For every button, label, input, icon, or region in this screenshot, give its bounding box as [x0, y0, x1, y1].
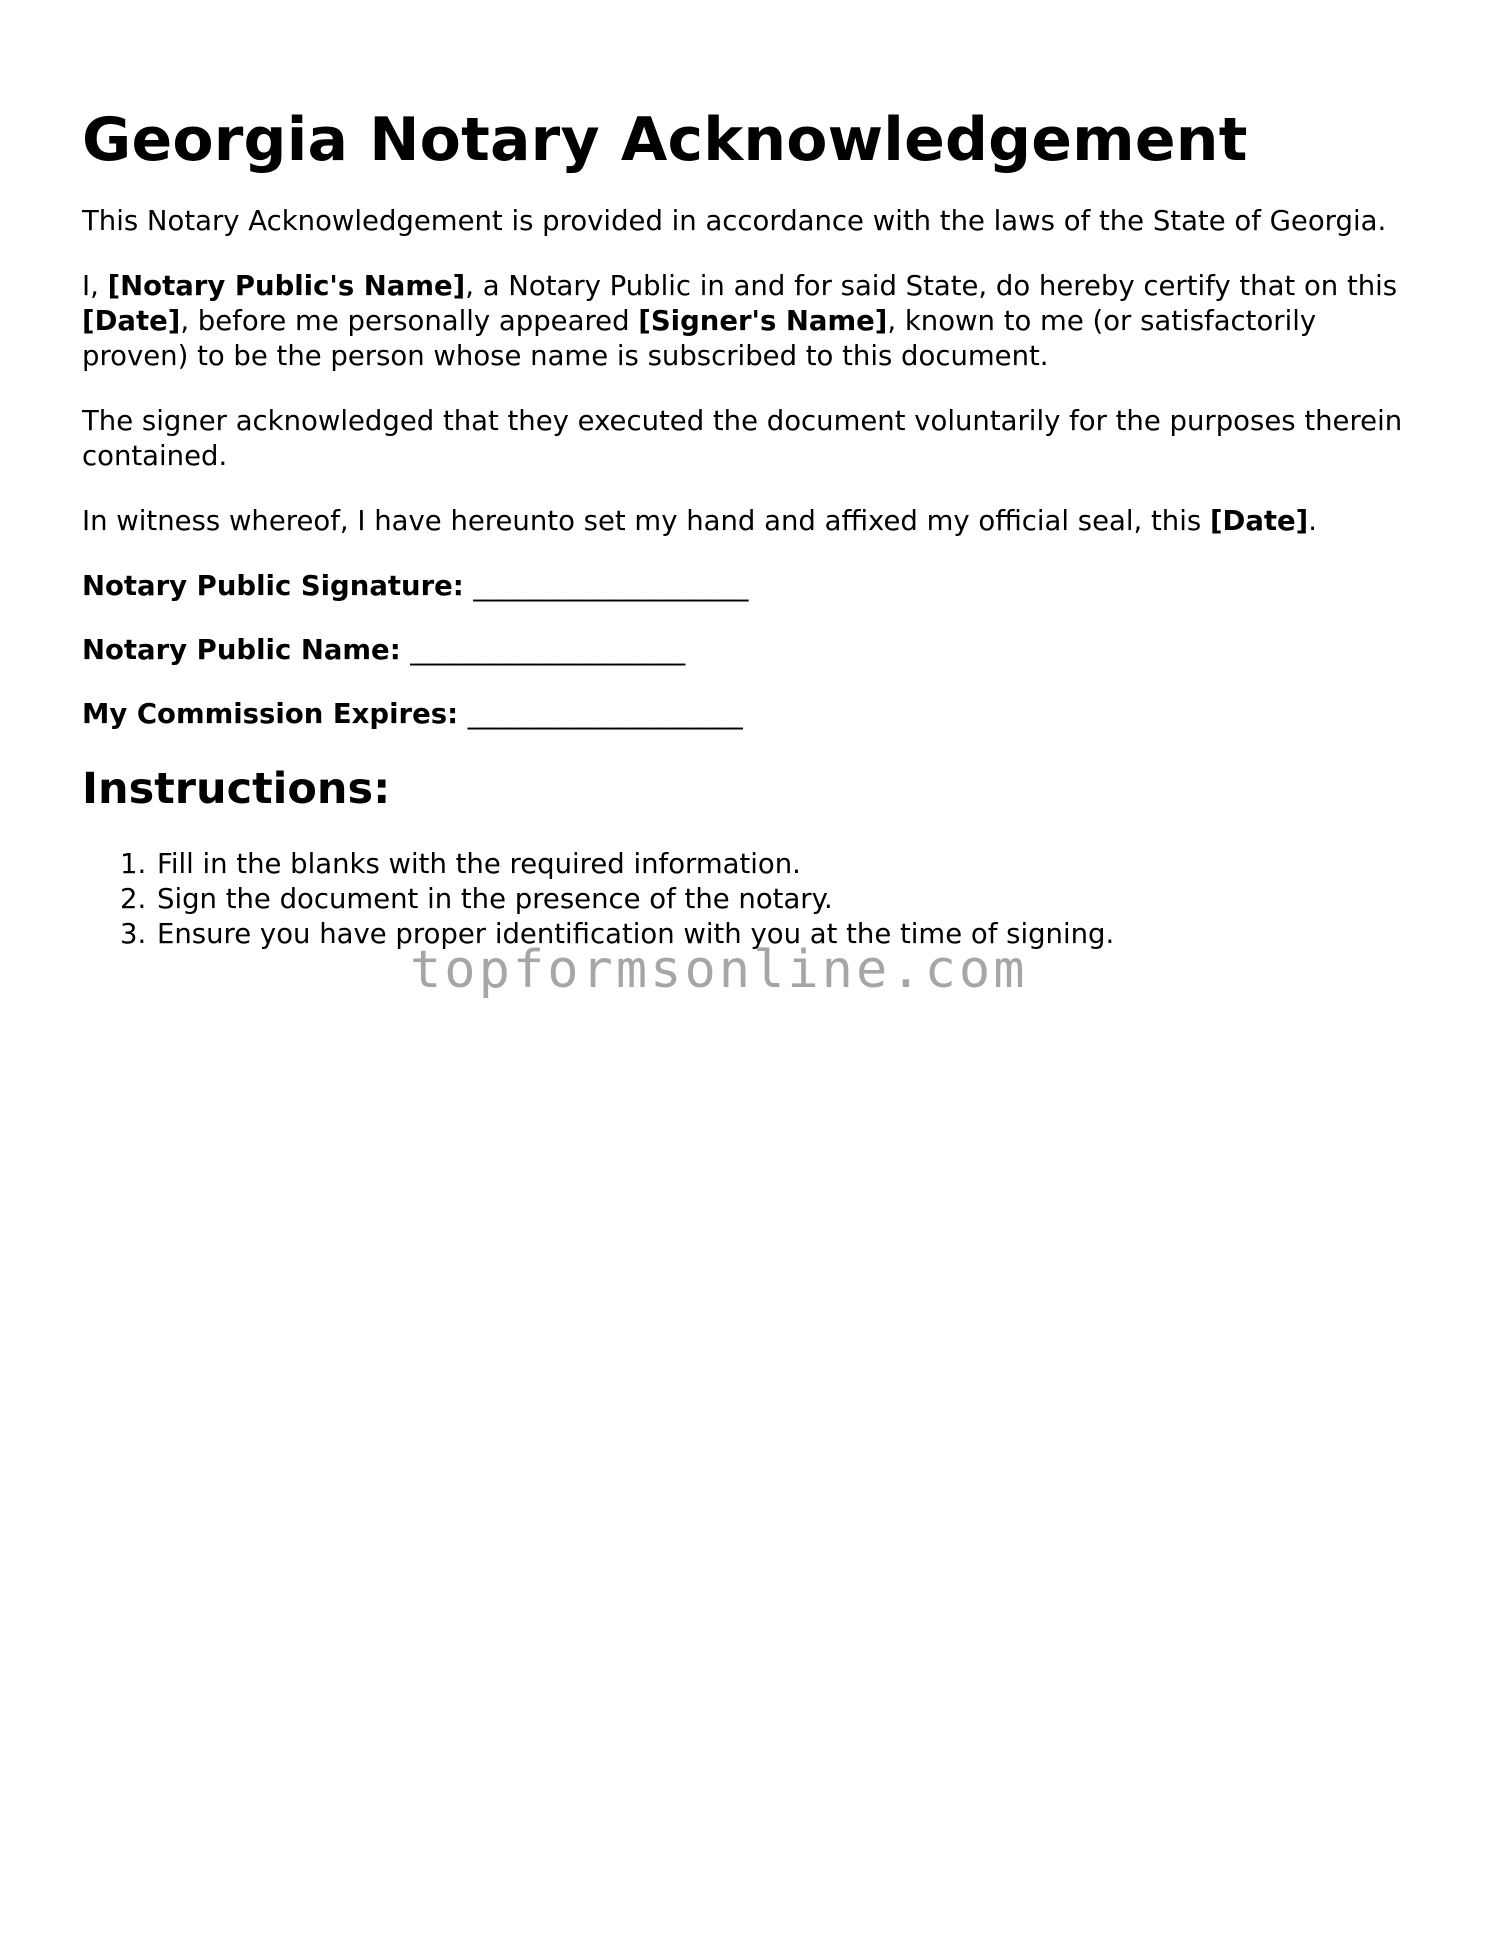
witness-text-1: In witness whereof, I have hereunto set my hand and affixed my official seal, this — [82, 505, 1210, 537]
witness-date-placeholder: [Date] — [1209, 505, 1309, 537]
instructions-heading: Instructions: — [82, 764, 391, 814]
signer-name-placeholder: [Signer's Name] — [638, 305, 888, 337]
instruction-item: 2. Sign the document in the presence of the notary. — [155, 882, 1422, 917]
watermark-text: topformsonline.com — [410, 940, 1028, 1000]
witness-paragraph — [82, 504, 1422, 539]
commission-expires-label: My Commission Expires: — [82, 698, 459, 730]
notary-name-label: Notary Public Name: — [82, 634, 401, 666]
commission-expires-field — [82, 697, 1422, 732]
certification-paragraph — [82, 269, 1422, 374]
date-placeholder: [Date] — [82, 305, 181, 337]
notary-signature-field — [82, 569, 1422, 604]
intro-paragraph: This Notary Acknowledgement is provided in accordance with the laws of the State of Georgia. — [82, 205, 1387, 237]
instructions-list — [82, 847, 1422, 952]
certification-text-4: , known to me (or satisfactorily proven) to be the person whose name is subscribed to this document. — [82, 305, 1317, 372]
document-page — [82, 100, 1422, 952]
witness-text-2: . — [1308, 505, 1318, 537]
notary-name-placeholder: [Notary Public's Name] — [107, 270, 466, 302]
notary-signature-blank[interactable]: ____________________ — [473, 570, 749, 602]
certification-text-3: , before me personally appeared — [180, 305, 639, 337]
instruction-item: 3. Ensure you have proper identification with you at the time of signing. — [155, 917, 1422, 952]
instruction-item: 1. Fill in the blanks with the required information. — [155, 847, 1422, 882]
notary-name-blank[interactable]: ____________________ — [410, 634, 686, 666]
notary-signature-label: Notary Public Signature: — [82, 570, 464, 602]
document-title: Georgia Notary Acknowledgement — [82, 105, 1248, 175]
acknowledgement-paragraph: The signer acknowledged that they executed the document voluntarily for the purposes therein contained. — [82, 405, 1403, 472]
notary-name-field — [82, 633, 1422, 668]
certification-text-2: , a Notary Public in and for said State, do hereby certify that on this — [465, 270, 1398, 302]
certification-text-1: I, — [82, 270, 108, 302]
commission-expires-blank[interactable]: ____________________ — [467, 698, 743, 730]
